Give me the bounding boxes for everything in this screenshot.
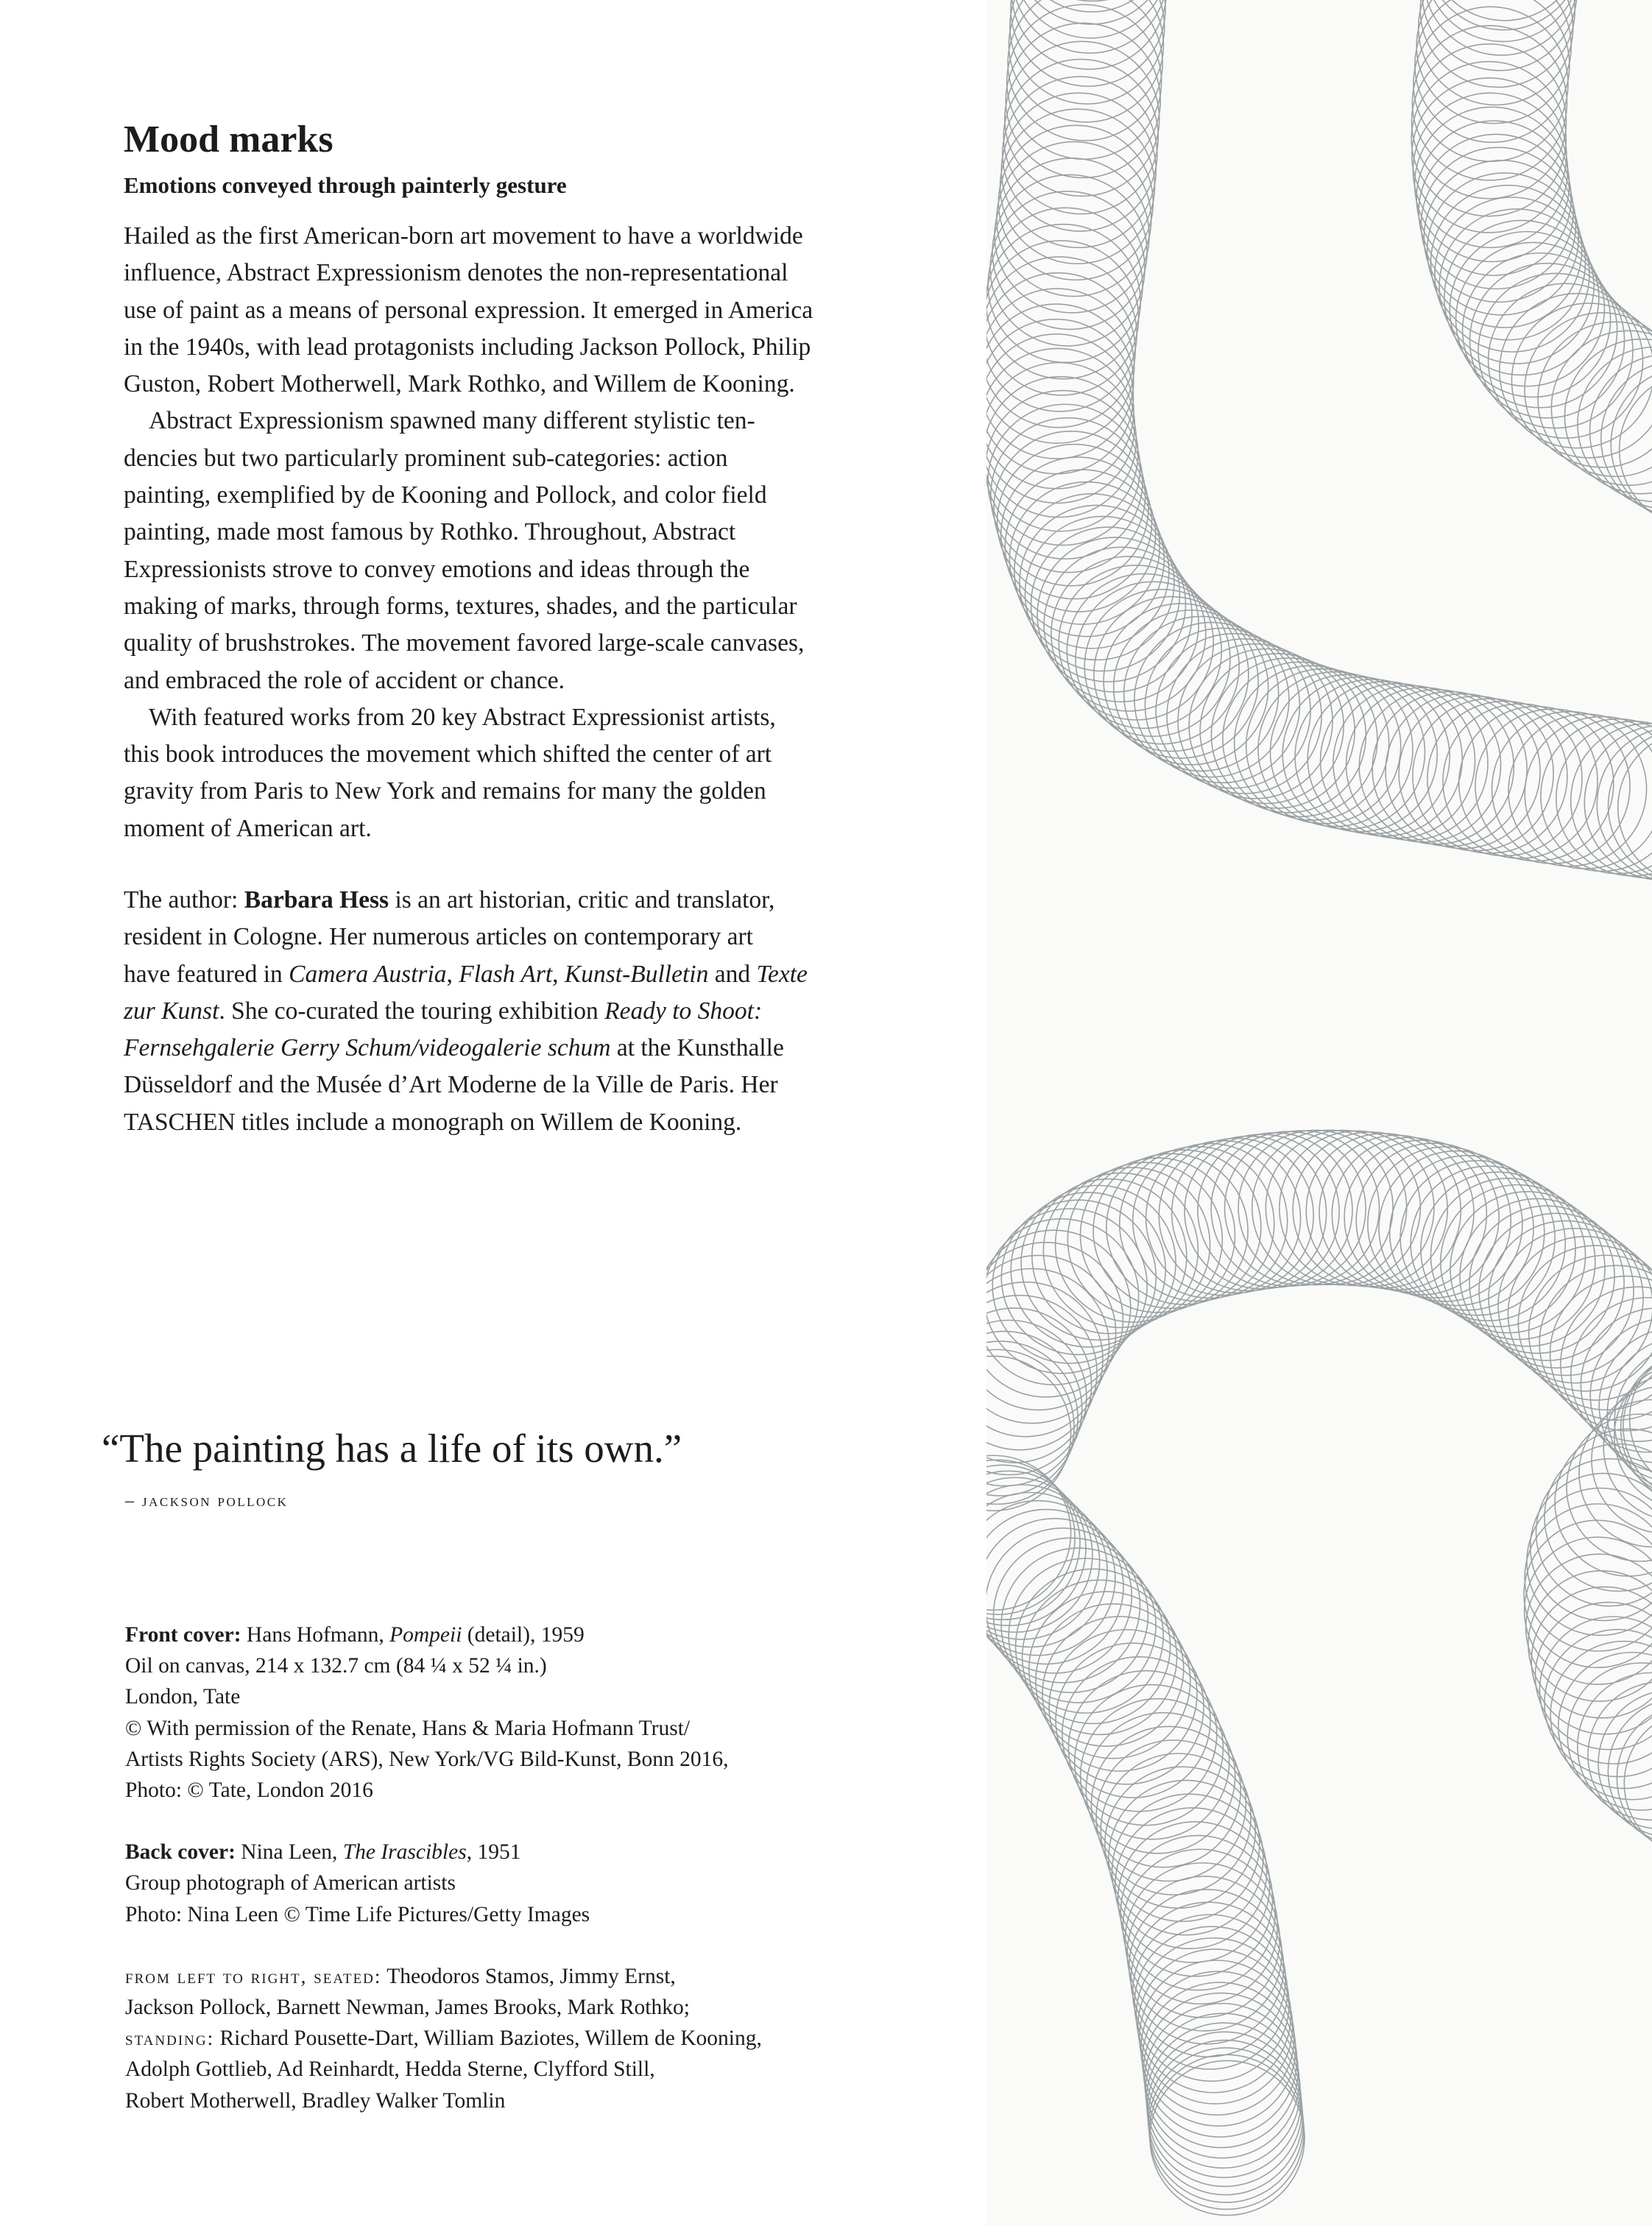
text-segment: Kunst-Bulletin [564,960,709,988]
spiro-ring [1115,1808,1270,1962]
spiro-ring [1007,4,1162,159]
spiro-ring [1051,556,1206,711]
text-line: Expressionists strove to convey emotions and ideas through the [124,555,750,583]
spiro-ring [1424,160,1578,315]
text-segment: The author: [124,886,244,914]
spiro-ring [1012,0,1166,69]
spiro-ring [1127,1876,1282,2031]
spiro-ring [1508,714,1652,869]
text-line: making of marks, through forms, textures, shades, and the particular [124,592,797,620]
text-line [125,1744,762,1775]
spirograph-artwork [986,0,1652,2226]
spiro-ring [1062,1657,1217,1812]
text-segment: . She co-curated the touring exhibition [219,997,605,1025]
text-line [125,2023,762,2054]
spiro-ring [986,241,1139,395]
spiro-ring [1042,1616,1197,1771]
spiro-ring [1032,1179,1187,1334]
text-line [125,2085,762,2116]
text-segment: Photo: © Tate, London 2016 [125,1778,373,1803]
text-segment: , 1951 [466,1840,521,1865]
spiro-ring [1415,107,1570,261]
text-line [124,1067,904,1103]
text-segment: Artists Rights Society (ARS), New York/VG Bild-Kunst, Bonn 2016, [125,1747,729,1771]
spiro-ring [1441,1185,1595,1340]
text-line [125,1681,762,1712]
spiro-ring [1049,1630,1204,1784]
text-segment: have featured in [124,960,289,988]
spiro-ring [1531,1587,1652,1734]
page-subtitle: Emotions conveyed through painterly gesture [124,172,567,198]
text-segment: Barbara Hess [244,886,389,914]
text-line: in the 1940s, with lead protagonists including Jackson Pollock, Philip [124,333,811,361]
spiro-ring [986,225,1140,379]
spiro-ring [1293,1132,1447,1287]
text-line [124,1030,904,1067]
text-segment: and [708,960,757,988]
spiro-ring [1321,684,1475,838]
spiro-ring [1146,1141,1301,1296]
text-segment: Front cover: [125,1623,247,1647]
text-segment: resident in Cologne. Her numerous articles on contemporary art [124,923,753,951]
text-segment: standing: [125,2027,215,2050]
spiro-ring [986,1485,1100,1639]
spiro-ring [1146,2013,1300,2168]
text-line: gravity from Paris to New York and remains for many the golden [124,777,766,805]
text-line: Hailed as the first American-born art movement to have a worldwide [124,222,803,250]
text-segment: The Irascibles [342,1840,467,1865]
text-line: painting, made most famous by Rothko. Throughout, Abstract [124,518,736,546]
spiro-ring [994,431,1148,586]
text-line [124,919,904,955]
spiro-ring [1056,1643,1210,1798]
text-segment: Texte [756,960,808,988]
spiro-ring [1332,1137,1486,1292]
text-segment: zur Kunst [124,997,219,1025]
spiro-ring [1012,0,1167,53]
spiro-ring [1524,1520,1652,1667]
text-segment: (detail), 1959 [462,1623,585,1647]
spiro-ring [1551,331,1652,485]
text-segment: , [446,960,459,988]
spiro-ring [1075,1685,1229,1840]
spiro-ring [1421,147,1575,302]
spiro-ring [1148,2041,1302,2195]
text-line: quality of brushstrokes. The movement favored large-scale canvases, [124,629,805,657]
spiro-ring [1412,78,1567,233]
text-segment: from left to right, seated: [125,1965,382,1988]
spiro-ring [986,1460,1075,1614]
text-segment: Richard Pousette-Dart, William Baziotes, Willem de Kooning, [214,2027,762,2051]
pull-quote: “The painting has a life of its own.” [102,1426,682,1471]
text-line: Abstract Expressionism spawned many different stylistic ten- [149,407,755,435]
spiro-ring [986,1320,1087,1474]
text-line [124,882,904,919]
text-segment: Düsseldorf and the Musée d’Art Moderne de la Ville de Paris. Her [124,1071,778,1099]
text-line: painting, exemplified by de Kooning and Pollock, and color field [124,481,767,509]
spiro-ring [1443,704,1598,858]
text-segment: Ready to Shoot: [604,997,763,1025]
text-segment: Jackson Pollock, Barnett Newman, James Brooks, Mark Rothko; [125,1996,690,2020]
text-line: Guston, Robert Motherwell, Mark Rothko, and Willem de Kooning. [124,370,795,398]
spiro-ring [1001,1548,1156,1703]
spiro-ring [1492,712,1647,866]
author-bio [124,882,904,1141]
text-line [124,1104,904,1141]
text-line [125,1899,762,1930]
text-segment: , [552,960,565,988]
text-line [125,1775,762,1806]
text-segment: Camera Austria [289,960,447,988]
text-segment: Hans Hofmann, [246,1623,390,1647]
text-line: use of paint as a means of personal expression. It emerged in America [124,296,813,324]
spiro-ring [1609,729,1652,883]
spiro-ring [1624,1710,1652,1857]
text-segment: © With permission of the Renate, Hans & Maria Hofmann Trust/ [125,1716,691,1740]
text-line [125,1650,762,1681]
spiro-ring [1412,26,1567,180]
text-segment: Theodoros Stamos, Jimmy Ernst, [381,1964,676,1988]
text-line: With featured works from 20 key Abstract Expressionist artists, [149,703,776,731]
spiro-ring [1036,1604,1190,1759]
spiro-ring [1400,1161,1555,1315]
text-segment: Photo: Nina Leen © Time Life Pictures/Getty Images [125,1902,590,1926]
spiro-ring [1614,1363,1652,1510]
text-segment: Flash Art [459,960,553,988]
text-segment: is an art historian, critic and translator, [389,886,775,914]
text-line: influence, Abstract Expressionism denotes the non-representational [124,259,788,287]
spiro-ring [1006,23,1160,177]
text-line: dencies but two particularly prominent sub-categories: action [124,444,728,472]
spiro-ring [1140,1960,1294,2115]
text-segment: TASCHEN titles include a monograph on Willem de Kooning. [124,1108,742,1136]
text-segment: Nina Leen, [241,1840,343,1865]
text-line: moment of American art. [124,814,372,842]
text-segment: Robert Motherwell, Bradley Walker Tomlin [125,2088,506,2113]
spiro-ring [986,363,1136,517]
spiro-ring [1525,1537,1652,1684]
spiro-ring [1536,1459,1652,1606]
spiro-ring [1617,1704,1652,1851]
description-text [124,218,904,847]
text-line [124,956,904,993]
text-line: and embraced the role of accident or chance. [124,666,565,694]
text-segment: Back cover: [125,1840,241,1865]
spiro-ring [1413,7,1568,161]
spiro-ring [1081,1699,1235,1854]
text-segment: Adolph Gottlieb, Ad Reinhardt, Hedda Sterne, Clyfford Still, [125,2057,655,2082]
spirograph-pattern [986,0,1652,2226]
spiro-ring [1143,1993,1298,2148]
text-line [125,2054,762,2085]
text-segment: Group photograph of American artists [125,1871,456,1895]
page-title: Mood marks [124,119,333,160]
text-segment: Pompeii [389,1623,462,1647]
spiro-ring [1518,1246,1652,1400]
spiro-ring [1333,685,1488,840]
text-segment: London, Tate [125,1685,241,1709]
quote-attribution: – jackson pollock [125,1491,289,1510]
text-line [125,1868,762,1898]
text-line [125,1961,762,1992]
text-line [124,993,904,1030]
spiro-ring [991,418,1146,573]
image-credits [125,1619,762,2116]
text-line [125,1837,762,1868]
text-line [125,1713,762,1744]
text-segment: at the Kunsthalle [610,1034,784,1062]
text-segment: Fernsehgalerie Gerry Schum/videogalerie schum [124,1034,611,1062]
spiro-ring [986,1510,1123,1664]
text-line: this book introduces the movement which shifted the center of art [124,741,772,768]
text-segment: Oil on canvas, 214 x 132.7 cm (84 ¼ x 52 ¼ in.) [125,1654,547,1678]
spiro-ring [1150,2060,1305,2215]
text-line [125,1619,762,1650]
text-line [125,1992,762,2023]
